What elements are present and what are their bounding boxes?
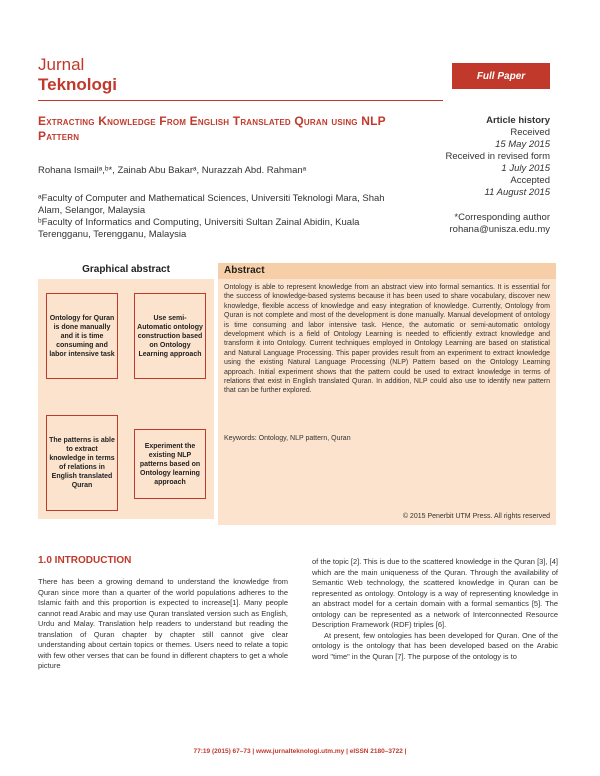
received-label: Received bbox=[510, 127, 550, 138]
keywords: Keywords: Ontology, NLP pattern, Quran bbox=[224, 435, 351, 442]
article-history bbox=[410, 115, 550, 199]
header-rule bbox=[38, 100, 443, 101]
abstract-text: Ontology is able to represent knowledge from an abstract view into formal semantics. It is essential for the success of knowledge-based systems because it has been used to share vocabulary, discover new knowledge, flexible access of knowledge and easy integration of knowledge. Currently, Ontology from Quran is not complete and most of the development is done manually. Manual development of ontology is time consuming and labor intensive task. Hence, the automatic or semi-automatic ontology development which is a field of Ontology Learning is needed to efficiently extract knowledge and transform it into Ontology. Current techniques employed in Ontology Learning are based on statistical and Natural Language Processing. This paper provides result from an experiment to extract knowledge using the existing Natural Language Processing (NLP) Pattern based on the Ontology Learning approach. Initial experiment shows that the pattern could be used to extract knowledge in terms of relations that exist in English translated Quran. In addition, NLP could also use to identify new pattern that can be further explored. bbox=[224, 284, 550, 395]
graphical-abstract-title: Graphical abstract bbox=[82, 264, 170, 275]
intro-paragraph-2a: of the topic [2]. This is due to the scattered knowledge in the Quran [3], [4] which are the main uniqueness of the Quran. Through the availability of Semantic Web technology, the scattered knowledge in Quran can be represented as ontology. Ontology is a way of representing knowledge in an abstract model for a certain domain with a formal semantics [5]. The ontology can be represented as a network of Interconnected Resource Description Framework (RDF) triples [6]. bbox=[312, 557, 558, 629]
journal-name-line1: Jurnal bbox=[38, 55, 85, 74]
journal-name bbox=[38, 55, 117, 95]
history-heading: Article history bbox=[486, 115, 550, 126]
ga-box-approach: Use semi-Automatic ontology construction based on Ontology Learning approach bbox=[134, 293, 206, 379]
affiliations bbox=[38, 193, 408, 241]
corresponding-email[interactable]: rohana@unisza.edu.my bbox=[449, 224, 550, 235]
affiliation-b: ᵇFaculty of Informatics and Computing, Universiti Sultan Zainal Abidin, Kuala Terengganu, Terengganu, Malaysia bbox=[38, 217, 360, 240]
page-footer: 77:19 (2015) 67–73 | www.jurnalteknologi.utm.my | eISSN 2180–3722 | bbox=[193, 748, 407, 755]
abstract-panel bbox=[218, 263, 556, 525]
corresponding-author bbox=[360, 212, 550, 236]
intro-column-1: There has been a growing demand to understand the knowledge from Quran since more than a quarter of the world populations adheres to the Islamic faith and this proportion is expected to increase[1]. Many people cannot read Arabic and may use Quran translated version such as English, Urdu and Malay. Translation help readers to understand but reading the translation of Quran chapter by chapter still cannot give clear understanding about certain topics or themes. Users need to relate a topic with few other verses that can be found in different chapters to get a whole picture bbox=[38, 577, 288, 670]
abstract-heading: Abstract bbox=[218, 263, 556, 279]
journal-name-line2: Teknologi bbox=[38, 75, 118, 94]
intro-column-2 bbox=[312, 557, 558, 662]
intro-paragraph-2b: At present, few ontologies has been developed for Quran. One of the ontology is the ontology that has been developed based on the Arabic word "time" in the Quran [7]. The purpose of the ontology is to bbox=[312, 630, 558, 661]
copyright: © 2015 Penerbit UTM Press. All rights reserved bbox=[402, 513, 550, 520]
received-date: 15 May 2015 bbox=[495, 139, 550, 150]
section-heading-introduction: 1.0 INTRODUCTION bbox=[38, 555, 132, 566]
graphical-abstract bbox=[38, 279, 214, 519]
accepted-label: Accepted bbox=[510, 175, 550, 186]
ga-box-result: The patterns is able to extract knowledge in terms of relations in English translated Quran bbox=[46, 415, 118, 511]
authors: Rohana Ismailᵃ,ᵇ*, Zainab Abu Bakarᵃ, Nurazzah Abd. Rahmanᵃ bbox=[38, 165, 307, 176]
paper-title: Extracting Knowledge From English Translated Quran using NLP Pattern bbox=[38, 114, 386, 143]
ga-box-experiment: Experiment the existing NLP patterns based on Ontology learning approach bbox=[134, 429, 206, 499]
corresponding-label: *Corresponding author bbox=[454, 212, 550, 223]
revised-label: Received in revised form bbox=[445, 151, 550, 162]
full-paper-badge: Full Paper bbox=[452, 63, 550, 89]
ga-box-problem: Ontology for Quran is done manually and it is time consuming and labor intensive task bbox=[46, 293, 118, 379]
affiliation-a: ᵃFaculty of Computer and Mathematical Sciences, Universiti Teknologi Mara, Shah Alam, Selangor, Malaysia bbox=[38, 193, 385, 216]
accepted-date: 11 August 2015 bbox=[484, 187, 550, 198]
revised-date: 1 July 2015 bbox=[501, 163, 550, 174]
